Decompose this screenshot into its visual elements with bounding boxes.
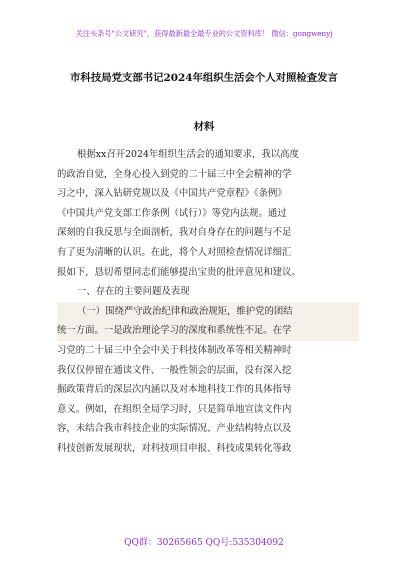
paragraph-line: 习党的二十届三中全会中关于科技体制改革等相关精神时 xyxy=(57,344,292,356)
paragraph-line: 掘政策背后的深层次内涵以及对本地科技工作的具体指导 xyxy=(57,384,292,396)
document-title: 市科技局党支部书记2024年组织生活会个人对照检查发言 xyxy=(70,72,338,84)
paragraph-line: 的政治自觉，全身心投入到党的二十届三中全会精神的学 xyxy=(57,168,292,180)
document-title-continuation: 材料 xyxy=(193,121,215,133)
paragraph-line: 科技创新发展现状，对科技项目申报、科技成果转化等政 xyxy=(57,442,292,454)
paragraph-line: 根据xx召开2024年组织生活会的通知要求，我以高度 xyxy=(77,149,299,160)
paragraph-line: 《中国共产党支部工作条例（试行）》等党内法规。通过 xyxy=(57,207,287,219)
paragraph-line: 容，未结合我市科技企业的实际情况、产业结构特点以及 xyxy=(57,423,292,435)
document-body xyxy=(57,145,359,459)
footer-contact: QQ群：30265665 QQ号:535304092 xyxy=(124,538,284,548)
paragraph-line: 深刻的自我反思与全面剖析，我对自身存在的问题与不足 xyxy=(57,227,292,239)
section-heading: 一、存在的主要问题及表现 xyxy=(77,286,190,298)
paragraph-line: 我仅仅停留在通读文件、一般性领会的层面，没有深入挖 xyxy=(57,364,292,376)
paragraph-line: 报如下，恳切希望同志们能够提出宝贵的批评意见和建议。 xyxy=(57,266,301,278)
paragraph-line: 习之中，深入钻研党规以及《中国共产党章程》《条例》 xyxy=(57,188,287,200)
header-banner: 关注头条号"公文研究"，获得最新最全最专业的公文资料库！ 微信：gongwenyj xyxy=(75,29,333,38)
subsection-line: （一）围绕严守政治纪律和政治规矩，维护党的团结 xyxy=(57,302,359,322)
paragraph-line: 意义。例如，在组织全局学习时，只是简单地宣读文件内 xyxy=(57,403,292,415)
paragraph-line: 统一方面。一是政治理论学习的深度和系统性不足。在学 xyxy=(57,321,359,341)
paragraph-line: 有了更为清晰的认识。在此，将个人对照检查情况详细汇 xyxy=(57,246,292,258)
